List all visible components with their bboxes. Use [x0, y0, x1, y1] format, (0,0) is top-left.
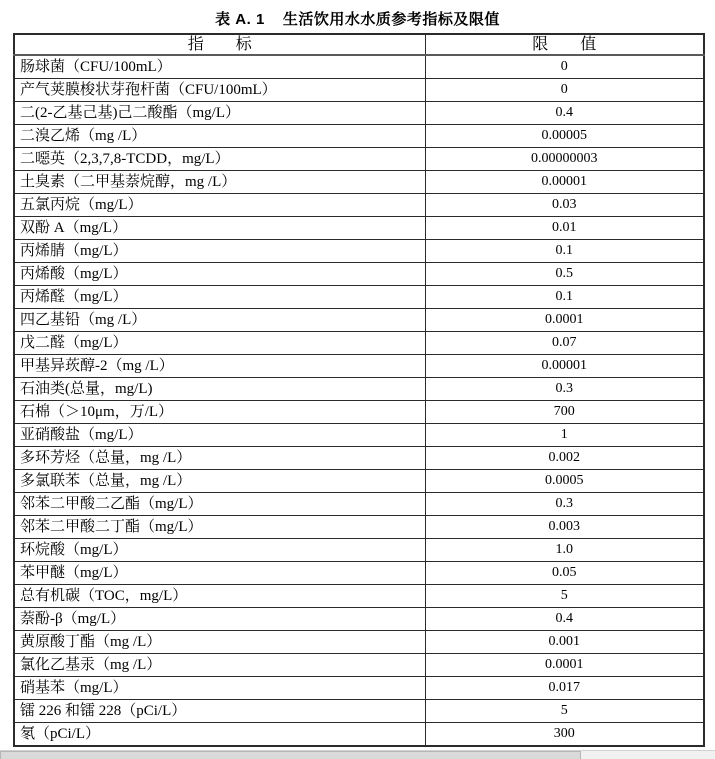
limit-cell: 0.003 [425, 516, 704, 539]
scrollbar-thumb[interactable] [0, 751, 581, 759]
indicator-cell: 二(2-乙基己基)己二酸酯（mg/L） [14, 102, 425, 125]
indicator-cell: 多氯联苯（总量，mg /L） [14, 470, 425, 493]
table-row [14, 102, 704, 125]
limit-cell: 0.01 [425, 217, 704, 240]
indicator-cell: 环烷酸（mg/L） [14, 539, 425, 562]
table-row [14, 263, 704, 286]
limit-cell: 5 [425, 700, 704, 723]
table-row [14, 55, 704, 79]
table-title [0, 0, 715, 33]
limit-cell: 0 [425, 55, 704, 79]
limit-cell: 0.00001 [425, 171, 704, 194]
indicator-cell: 戊二醛（mg/L） [14, 332, 425, 355]
table-row [14, 217, 704, 240]
water-quality-reference-table [13, 33, 705, 747]
table-row [14, 125, 704, 148]
table-row [14, 723, 704, 747]
limit-cell: 0.3 [425, 378, 704, 401]
limit-cell: 0.1 [425, 286, 704, 309]
table-title-label: 表 A. 1 [215, 11, 265, 28]
indicator-cell: 肠球菌（CFU/100mL） [14, 55, 425, 79]
limit-cell: 0.1 [425, 240, 704, 263]
indicator-cell: 四乙基铅（mg /L） [14, 309, 425, 332]
limit-cell: 700 [425, 401, 704, 424]
table-row [14, 171, 704, 194]
limit-cell: 1.0 [425, 539, 704, 562]
table-row [14, 79, 704, 102]
indicator-cell: 产气荚膜梭状芽孢杆菌（CFU/100mL） [14, 79, 425, 102]
limit-cell: 0.03 [425, 194, 704, 217]
limit-cell: 0.3 [425, 493, 704, 516]
table-row [14, 585, 704, 608]
limit-cell: 0.00000003 [425, 148, 704, 171]
table-row [14, 240, 704, 263]
indicator-cell: 萘酚-β（mg/L） [14, 608, 425, 631]
indicator-cell: 石棉（＞10μm，万/L） [14, 401, 425, 424]
horizontal-scrollbar[interactable] [0, 750, 715, 759]
table-row [14, 631, 704, 654]
table-row [14, 562, 704, 585]
limit-cell: 0.0005 [425, 470, 704, 493]
table-row [14, 539, 704, 562]
table-row [14, 608, 704, 631]
indicator-cell: 五氯丙烷（mg/L） [14, 194, 425, 217]
limit-cell: 0.00001 [425, 355, 704, 378]
limit-cell: 0.07 [425, 332, 704, 355]
table-title-text: 生活饮用水水质参考指标及限值 [282, 11, 500, 28]
indicator-cell: 黄原酸丁酯（mg /L） [14, 631, 425, 654]
limit-cell: 0.0001 [425, 309, 704, 332]
table-row [14, 309, 704, 332]
table-row [14, 493, 704, 516]
indicator-cell: 土臭素（二甲基萘烷醇，mg /L） [14, 171, 425, 194]
indicator-cell: 硝基苯（mg/L） [14, 677, 425, 700]
table-row [14, 677, 704, 700]
indicator-cell: 总有机碳（TOC，mg/L） [14, 585, 425, 608]
limit-column-header: 限 值 [425, 34, 704, 55]
table-row [14, 148, 704, 171]
limit-cell: 0.0001 [425, 654, 704, 677]
indicator-cell: 镭 226 和镭 228（pCi/L） [14, 700, 425, 723]
limit-cell: 0.4 [425, 102, 704, 125]
table-row [14, 355, 704, 378]
indicator-cell: 丙烯酸（mg/L） [14, 263, 425, 286]
table-row [14, 516, 704, 539]
table-row [14, 654, 704, 677]
indicator-cell: 二溴乙烯（mg /L） [14, 125, 425, 148]
table-row [14, 447, 704, 470]
limit-cell: 0.5 [425, 263, 704, 286]
table-row [14, 470, 704, 493]
indicator-cell: 多环芳烃（总量，mg /L） [14, 447, 425, 470]
indicator-cell: 邻苯二甲酸二乙酯（mg/L） [14, 493, 425, 516]
limit-cell: 0.00005 [425, 125, 704, 148]
limit-cell: 5 [425, 585, 704, 608]
limit-cell: 0.017 [425, 677, 704, 700]
indicator-cell: 苯甲醚（mg/L） [14, 562, 425, 585]
table-row [14, 286, 704, 309]
limit-cell: 0.002 [425, 447, 704, 470]
indicator-cell: 石油类(总量，mg/L) [14, 378, 425, 401]
limit-cell: 0 [425, 79, 704, 102]
indicator-cell: 丙烯醛（mg/L） [14, 286, 425, 309]
table-row [14, 401, 704, 424]
indicator-cell: 亚硝酸盐（mg/L） [14, 424, 425, 447]
table-header-row [14, 34, 704, 55]
indicator-cell: 氡（pCi/L） [14, 723, 425, 747]
table-row [14, 194, 704, 217]
indicator-cell: 丙烯腈（mg/L） [14, 240, 425, 263]
indicator-cell: 氯化乙基汞（mg /L） [14, 654, 425, 677]
indicator-column-header: 指 标 [14, 34, 425, 55]
limit-cell: 300 [425, 723, 704, 747]
indicator-cell: 甲基异莰醇-2（mg /L） [14, 355, 425, 378]
indicator-cell: 二噁英（2,3,7,8-TCDD，mg/L） [14, 148, 425, 171]
limit-cell: 0.001 [425, 631, 704, 654]
table-row [14, 332, 704, 355]
indicator-cell: 双酚 A（mg/L） [14, 217, 425, 240]
limit-cell: 0.05 [425, 562, 704, 585]
limit-cell: 0.4 [425, 608, 704, 631]
table-row [14, 700, 704, 723]
indicator-cell: 邻苯二甲酸二丁酯（mg/L） [14, 516, 425, 539]
table-row [14, 378, 704, 401]
limit-cell: 1 [425, 424, 704, 447]
table-row [14, 424, 704, 447]
